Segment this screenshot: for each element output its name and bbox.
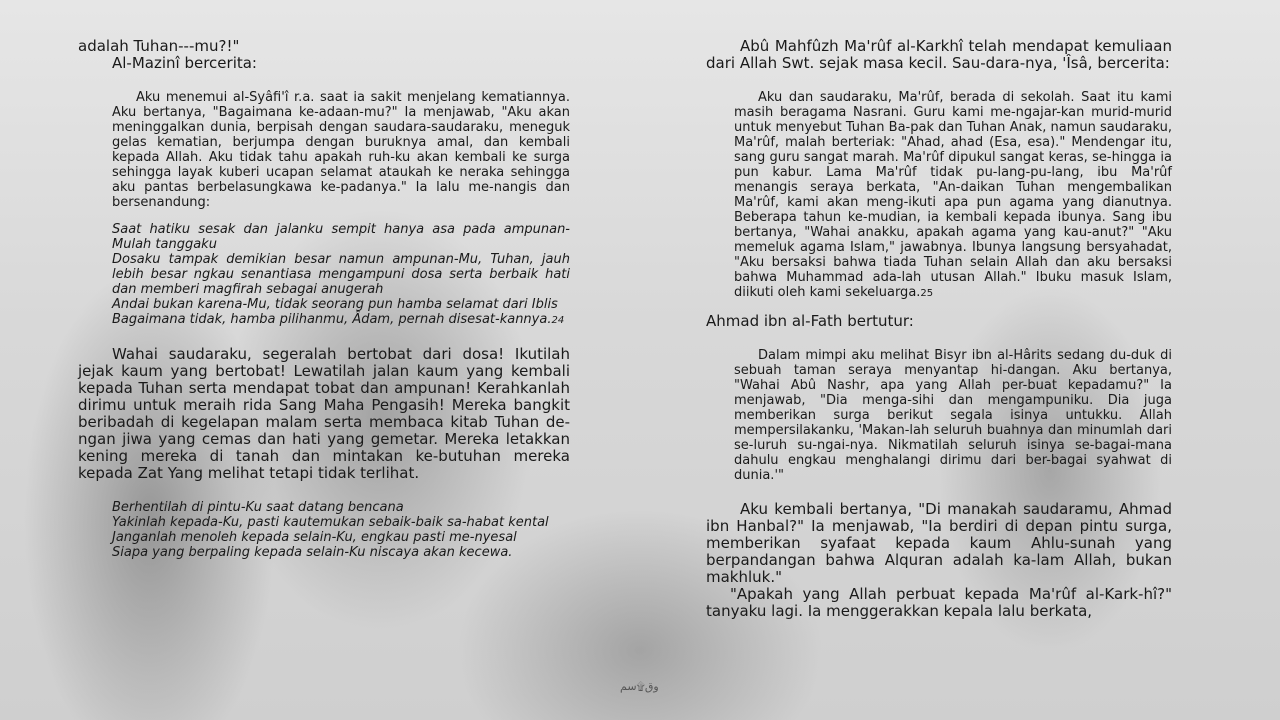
continued-line: adalah Tuhan---mu?!" [78,37,240,55]
para-marruf: "Apakah yang Allah perbuat kepada Ma'rûf al-Kark-hî?" tanyaku lagi. Ia menggerakkan kepala lalu berkata, [706,585,1172,620]
quote-block-bisyr [734,348,1172,483]
poem2-line: Berhentilah di pintu-Ku saat datang bencana [112,500,404,515]
quote-bisyr: Dalam mimpi aku melihat Bisyr ibn al-Hârits sedang du-duk di sebuah taman seraya menyantap hi-dangan. Aku bertanya, "Wahai Abû Nashr, apa yang Allah per-buat kepadamu?" Ia menjawab, "Dia menga-sihi dan mengampuniku. Dia juga memberikan surga berikut segala isinya untukku. Allah mempersilakanku, 'Makan-lah seluruh buahnya dan minumlah dari se-luruh su-ngai-nya. Nikmatilah seluruh isinya se-bagai-mana dahulu engkau menghalangi dirimu dari ber-bagai syahwat di dunia.'" [734,348,1172,483]
quote-block-syafii [112,90,570,328]
footnote-24: 24 [551,315,565,326]
quote-block-isa [734,90,1172,301]
intro-ahmad: Ahmad ibn al-Fath bertutur: [706,312,914,330]
para-bertobat: Wahai saudaraku, segeralah bertobat dari dosa! Ikutilah jejak kaum yang bertobat! Lewatilah jalan kaum yang kembali kepada Tuhan serta mendapat tobat dan ampunan! Kerahkanlah dirimu untuk meraih rida Sang Maha Pengasih! Mereka bangkit beribadah di kegelapan malam serta membaca kitab Tuhan de-ngan jiwa yang cemas dan hati yang gemetar. Mereka letakkan kening mereka di tanah dan mintakan ke-butuhan mereka kepada Zat Yang melihat tetapi tidak terlihat. [78,345,570,482]
poem2-line: Janganlah menoleh kepada selain-Ku, engkau pasti me-nyesal [112,530,517,545]
poem1-line: Saat hatiku sesak dan jalanku sempit hanya asa pada ampunan-Mulah tanggaku [112,222,570,252]
quote-isa: Aku dan saudaraku, Ma'rûf, berada di sekolah. Saat itu kami masih beragama Nasrani. Guru kami me-ngajar-kan murid-murid untuk menyebut Tuhan Ba-pak dan Tuhan Anak, namun saudaraku, Ma'rûf, malah berteriak: "Ahad, ahad (Esa, esa)." Mendengar itu, sang guru sangat marah. Ma'rûf dipukul sangat keras, se-hingga ia pun kabur. Lama Ma'rûf tidak pu-lang-pu-lang, ibu Ma'rûf menangis seraya berkata, "An-daikan Tuhan mengembalikan Ma'rûf, kami akan meng-ikuti apa pun agama yang dianutnya. Beberapa tahun ke-mudian, ia kembali kepada ibunya. Sang ibu bertanya, "Wahai anakku, apakah agama yang kau-anut?" "Aku memeluk agama Islam," jawabnya. Ibunya langsung bersyahadat, "Aku bersaksi bahwa tiada Tuhan selain Allah dan aku bersaksi bahwa Muhammad ada-lah utusan Allah." Ibuku masuk Islam, diikuti oleh kami sekeluarga. [734,90,1172,300]
poem1-line: Bagaimana tidak, hamba pilihanmu, Âdam, pernah disesat-kannya. [112,312,552,327]
poem1-line: Dosaku tampak demikian besar namun ampunan-Mu, Tuhan, jauh lebih besar ngkau senantiasa mengampuni dosa serta berbaik hati dan memberi magfirah sebagai anugerah [112,252,570,297]
footnote-25: 25 [920,288,934,299]
quote-syafii: Aku menemui al-Syâfi'î r.a. saat ia sakit menjelang kematiannya. Aku bertanya, "Bagaimana ke-adaan-mu?" Ia menjawab, "Aku akan meninggalkan dunia, berpisah dengan saudara-saudaraku, meneguk gelas kematian, berjumpa dengan buruknya amal, dan kembali kepada Allah. Aku tidak tahu apakah ruh-ku akan kembali ke surga sehingga layak kuberi ucapan selamat ataukah ke neraka sehingga aku pantas berbelasungkawa ke-padanya." Ia lalu me-nangis dan bersenandung: [112,90,570,210]
watermark-logo: وق۩سم [620,680,659,693]
intro-mazini: Al-Mazinî bercerita: [112,54,257,72]
poem2-block [112,500,570,560]
para-hanbal: Aku kembali bertanya, "Di manakah saudaramu, Ahmad ibn Hanbal?" Ia menjawab, "Ia berdiri di depan pintu surga, memberikan syafaat kepada kaum Ahlu-sunah yang berpandangan bahwa Alquran adalah ka-lam Allah, bukan makhluk." [706,500,1172,586]
intro-marruf: Abû Mahfûzh Ma'rûf al-Karkhî telah mendapat kemuliaan dari Allah Swt. sejak masa kecil. Sau-dara-nya, 'Îsâ, bercerita: [706,37,1172,72]
poem1-line: Andai bukan karena-Mu, tidak seorang pun hamba selamat dari Iblis [112,297,558,312]
left-page [78,38,570,560]
right-page [706,38,1172,620]
poem2-line: Yakinlah kepada-Ku, pasti kautemukan sebaik-baik sa-habat kental [112,515,549,530]
poem2-line: Siapa yang berpaling kepada selain-Ku niscaya akan kecewa. [112,545,513,560]
